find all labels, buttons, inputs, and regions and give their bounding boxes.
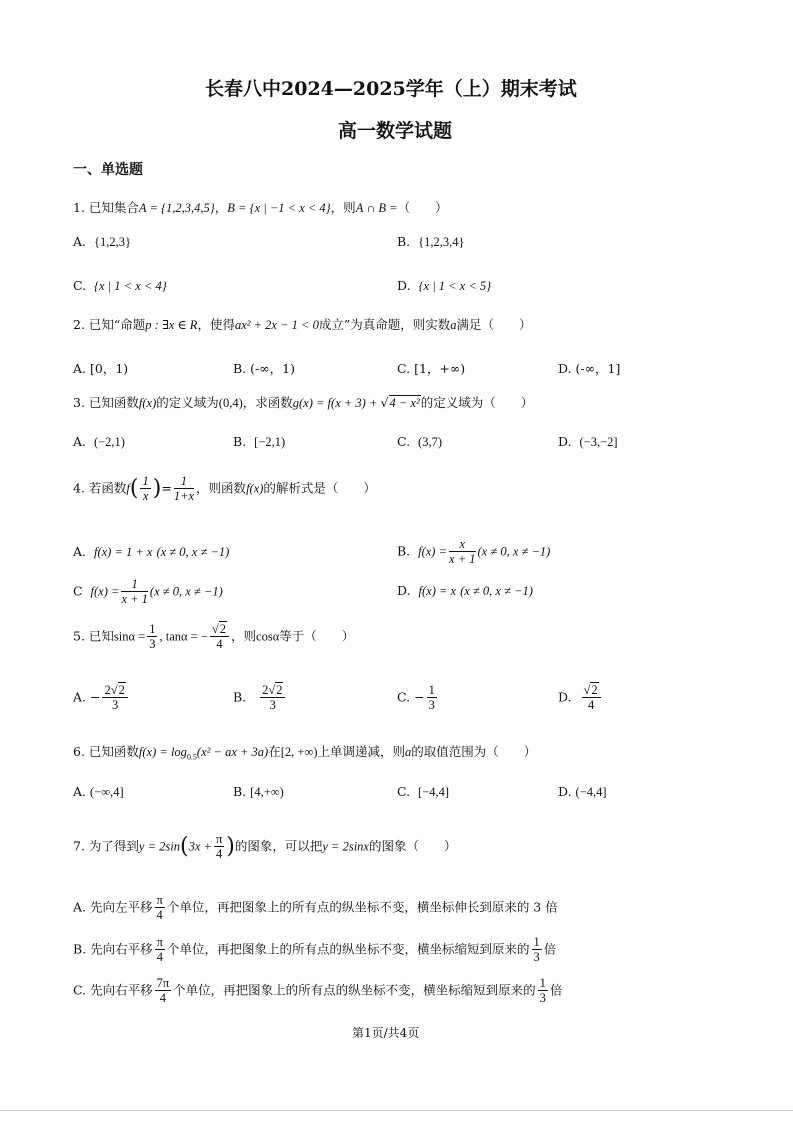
q6-option-d: D. (−4,4]	[558, 784, 607, 799]
q4-option-d: D. f(x) = x (x ≠ 0, x ≠ −1)	[397, 583, 533, 598]
q6-option-a: A. (−∞,4]	[73, 784, 124, 799]
q5-option-a: A. − $\frac{2√2}{3}$	[73, 683, 130, 713]
q6-option-b: B. [4,+∞)	[233, 784, 284, 799]
q4-option-b: B. f(x) = $\frac{x}{x + 1}$ (x ≠ 0, x ≠ −1)	[397, 537, 551, 567]
q1-option-b: B. {1,2,3,4}	[397, 234, 465, 249]
q2-option-d: D. (-∞，1]	[558, 361, 621, 376]
q3-option-d: D. (−3,−2]	[558, 434, 618, 449]
q6-option-c: C. [−4,4]	[397, 784, 450, 799]
page-subtitle: 高一数学试题	[338, 120, 453, 142]
q1-option-d: D. {x | 1 < x < 5}	[397, 278, 492, 293]
q4-option-a: A. f(x) = 1 + x (x ≠ 0, x ≠ −1)	[73, 544, 230, 559]
question-1: 1. 已知集合A = {1,2,3,4,5}，B = {x | −1 < x < 4}，则A ∩ B =（ ）	[73, 200, 448, 215]
q3-option-b: B. [−2,1)	[233, 434, 286, 449]
page-number: 第1页/共4页	[352, 1026, 420, 1040]
q7-option-a: A. 先向左平移 $\frac{\pi}{4}$ 个单位，再把图象上的所有点的纵坐标不变，横坐标伸长到原来的 3 倍	[73, 893, 558, 923]
question-5: 5. 已知sinα = $\frac{1}{3}$ , tanα = − $\frac{√2}{4}$ ，则cosα等于（ ）	[73, 622, 355, 652]
question-2: 2. 已知“命题p : ∃x ∈ R，使得ax² + 2x − 1 < 0成立”为真命题，则实数a满足（ ）	[73, 317, 532, 332]
q7-option-b: B. 先向右平移 $\frac{\pi}{4}$ 个单位，再把图象上的所有点的纵坐标不变，横坐标缩短到原来的 $\frac{1}{3}$ 倍	[73, 935, 557, 965]
question-3: 3. 已知函数f(x)的定义域为(0,4)，求函数g(x) = f(x + 3) + √4 − x²的定义域为（ ）	[73, 395, 534, 410]
q5-option-d: D. $\frac{√2}{4}$	[558, 683, 603, 713]
q1-option-c: C. {x | 1 < x < 4}	[73, 278, 167, 293]
q1-option-a: A. {1,2,3}	[73, 234, 131, 249]
question-6: 6. 已知函数$f(x) = \log_{0.5}(x^2$ − ax + 3a)在[2, +∞)上单调递减，则a的取值范围为（ ）	[73, 744, 537, 762]
q4-option-c: C f(x) = $\frac{1}{x + 1}$ (x ≠ 0, x ≠ −1)	[73, 577, 223, 607]
question-4: 4. 若函数f( $\frac{1}{x}$ )= $\frac{1}{1+x}$ ，则函数f(x)的解析式是（ ）	[73, 474, 376, 504]
q3-option-c: C. (3,7)	[397, 434, 442, 449]
q2-option-c: C. [1，+∞)	[397, 361, 466, 376]
q3-option-a: A. (−2,1)	[73, 434, 125, 449]
q2-option-b: B. (-∞，1)	[233, 361, 295, 376]
q5-option-c: C. − $\frac{1}{3}$	[397, 683, 435, 713]
q5-option-b: B. $\frac{2√2}{3}$	[233, 683, 287, 713]
question-7: 7. 为了得到y = 2sin(3x + $\frac{\pi}{4}$ )的图象，可以把y = 2sinx的图象（ ）	[73, 832, 457, 862]
q2-option-a: A. [0，1)	[73, 361, 129, 376]
page-title: 长春八中2024—2025学年（上）期末考试	[205, 78, 577, 100]
q7-option-c: C. 先向右平移 $\frac{7\pi}{4}$ 个单位，再把图象上的所有点的纵坐标不变，横坐标缩短到原来的 $\frac{1}{3}$ 倍	[73, 976, 563, 1006]
page-bottom-divider	[0, 1110, 793, 1111]
section-heading: 一、单选题	[73, 162, 143, 178]
